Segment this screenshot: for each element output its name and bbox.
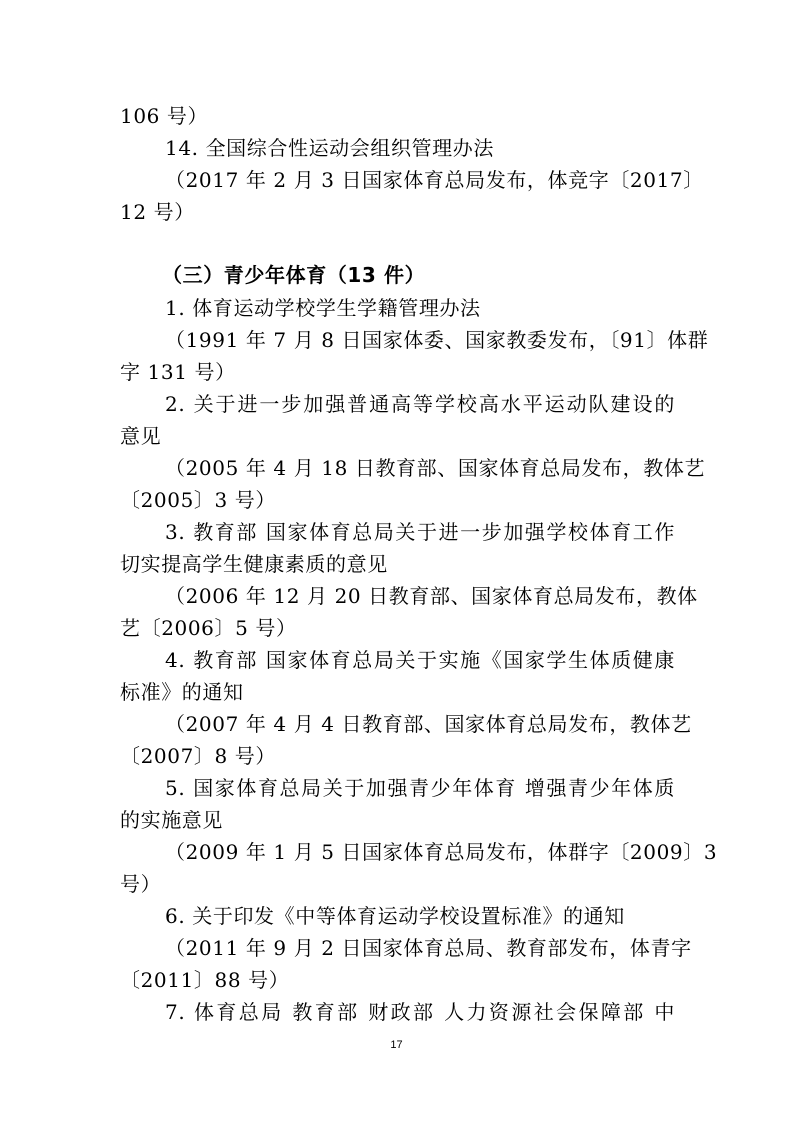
text-line: （2005 年 4 月 18 日教育部、国家体育总局发布，教体艺 [165,456,706,480]
text-line: 4. 教育部 国家体育总局关于实施《国家学生体质健康 [165,648,675,672]
text-line: 字 131 号） [120,360,236,384]
text-line: 意见 [120,424,162,448]
text-line: 艺〔2006〕5 号） [120,616,297,640]
text-line: 1. 体育运动学校学生学籍管理办法 [165,296,481,320]
text-line: 〔2005〕3 号） [120,488,276,512]
text-line: 12 号） [120,200,195,224]
text-line: 3. 教育部 国家体育总局关于进一步加强学校体育工作 [165,520,675,544]
text-line: 切实提高学生健康素质的意见 [120,552,388,576]
text-line: 6. 关于印发《中等体育运动学校设置标准》的通知 [165,904,625,928]
text-line: （2007 年 4 月 4 日教育部、国家体育总局发布，教体艺 [165,712,692,736]
text-line: 7. 体育总局 教育部 财政部 人力资源社会保障部 中 [165,1000,675,1024]
section-heading: （三）青少年体育（13 件） [162,263,426,287]
text-line: （2009 年 1 月 5 日国家体育总局发布，体群字〔2009〕3 [165,840,718,864]
text-line: （2011 年 9 月 2 日国家体育总局、教育部发布，体青字 [165,936,692,960]
text-line: 〔2011〕88 号） [120,968,290,992]
text-line: 〔2007〕8 号） [120,744,276,768]
text-line: 2. 关于进一步加强普通高等学校高水平运动队建设的 [165,392,675,416]
page-number: 17 [390,1039,403,1051]
text-line: 14. 全国综合性运动会组织管理办法 [165,136,494,160]
text-line: 号） [120,872,162,896]
text-line: （2017 年 2 月 3 日国家体育总局发布，体竞字〔2017〕 [165,168,704,192]
text-line: 的实施意见 [120,808,223,832]
text-line: （2006 年 12 月 20 日教育部、国家体育总局发布，教体 [165,584,698,608]
text-line: 106 号） [120,104,209,128]
text-line: 5. 国家体育总局关于加强青少年体育 增强青少年体质 [165,776,675,800]
text-line: 标准》的通知 [120,680,244,704]
text-line: （1991 年 7 月 8 日国家体委、国家教委发布，〔91〕体群 [165,328,709,352]
